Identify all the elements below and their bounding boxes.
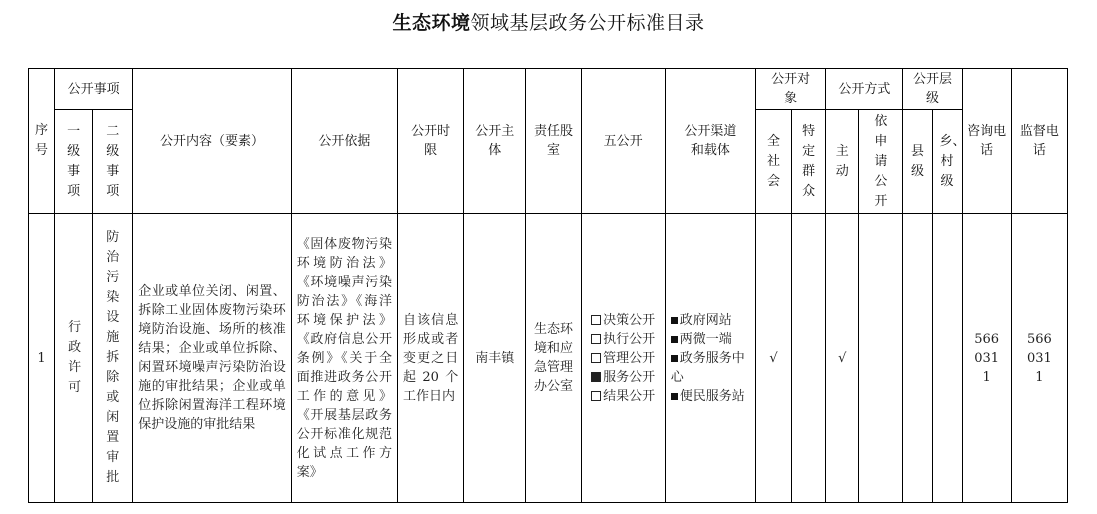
header-level-township: 乡、村级 — [932, 110, 962, 214]
title-rest: 领域基层政务公开标准目录 — [470, 12, 705, 34]
header-level2: 二级事项 — [93, 110, 133, 214]
row-consult-phone: 5660311 — [962, 214, 1011, 503]
row-time-limit: 自该信息形成或者变更之日起20个工作日内 — [398, 214, 464, 503]
row-basis: 《固体废物污染环境防治法》《环境噪声污染防治法》《海洋环境保护法》《政府信息公开条例》《关于全面推进政务公开工作的意见》《开展基层政务公开标准化规范化试点工作方案》 — [291, 214, 397, 503]
header-subject: 公开主体 — [464, 69, 526, 214]
header-seq: 序号 — [29, 69, 55, 214]
filled-square-icon — [671, 336, 678, 343]
row-subject: 南丰镇 — [464, 214, 526, 503]
header-basis: 公开依据 — [291, 69, 397, 214]
row-seq: 1 — [29, 214, 55, 503]
row-audience-specific — [792, 214, 826, 503]
row-level-township — [932, 214, 962, 503]
channel-item: 政务服务中心 — [670, 350, 745, 385]
header-method-request: 依申请公开 — [859, 110, 903, 214]
header-level-county: 县级 — [903, 110, 932, 214]
header-public-items: 公开事项 — [55, 69, 133, 110]
checkbox-icon — [591, 315, 601, 325]
header-supervise-phone: 监督电话 — [1011, 69, 1067, 214]
channel-item: 政府网站 — [671, 311, 750, 330]
header-level1: 一级事项 — [55, 110, 93, 214]
five-open-item[interactable]: 决策公开 — [591, 311, 655, 330]
header-content: 公开内容（要素） — [133, 69, 291, 214]
header-channel: 公开渠道和载体 — [665, 69, 755, 214]
row-level1: 行政许可 — [55, 214, 93, 503]
header-audience: 公开对象 — [756, 69, 826, 110]
row-level2: 防治污染设施拆除或闲置审批 — [93, 214, 133, 503]
title-bold: 生态环境 — [392, 12, 471, 34]
channel-item: 两微一端 — [671, 330, 750, 349]
row-supervise-phone: 5660311 — [1011, 214, 1067, 503]
header-audience-specific: 特定群众 — [792, 110, 826, 214]
filled-square-icon — [671, 355, 678, 362]
header-method-active: 主动 — [826, 110, 859, 214]
row-dept: 生态环境和应急管理办公室 — [526, 214, 581, 503]
header-consult-phone: 咨询电话 — [962, 69, 1011, 214]
five-open-item[interactable]: 执行公开 — [591, 330, 655, 349]
row-method-request — [859, 214, 903, 503]
row-five-open — [581, 214, 665, 503]
checkbox-checked-icon — [591, 372, 601, 382]
table-row — [29, 214, 1068, 503]
checkbox-icon — [591, 334, 601, 344]
page-title — [0, 8, 1097, 35]
row-channels — [665, 214, 755, 503]
catalog-table — [28, 68, 1068, 503]
header-row-1 — [29, 69, 1068, 110]
channel-item: 便民服务站 — [671, 387, 750, 406]
header-audience-all: 全社会 — [756, 110, 792, 214]
header-level: 公开层级 — [903, 69, 962, 110]
five-open-item[interactable]: 服务公开 — [591, 368, 655, 387]
checkbox-icon — [591, 353, 601, 363]
row-audience-all: √ — [756, 214, 792, 503]
filled-square-icon — [671, 317, 678, 324]
header-five-open: 五公开 — [581, 69, 665, 214]
filled-square-icon — [671, 393, 678, 400]
five-open-item[interactable]: 结果公开 — [591, 387, 655, 406]
checkbox-icon — [591, 391, 601, 401]
row-method-active: √ — [826, 214, 859, 503]
row-level-county — [903, 214, 932, 503]
header-method: 公开方式 — [826, 69, 903, 110]
header-time-limit: 公开时限 — [398, 69, 464, 214]
row-content: 企业或单位关闭、闲置、拆除工业固体废物污染环境防治设施、场所的核准结果；企业或单位拆除、闲置环境噪声污染防治设施的审批结果；企业或单位拆除闲置海洋工程环境保护设施的审批结果 — [133, 214, 291, 503]
header-dept: 责任股室 — [526, 69, 581, 214]
five-open-item[interactable]: 管理公开 — [591, 349, 655, 368]
